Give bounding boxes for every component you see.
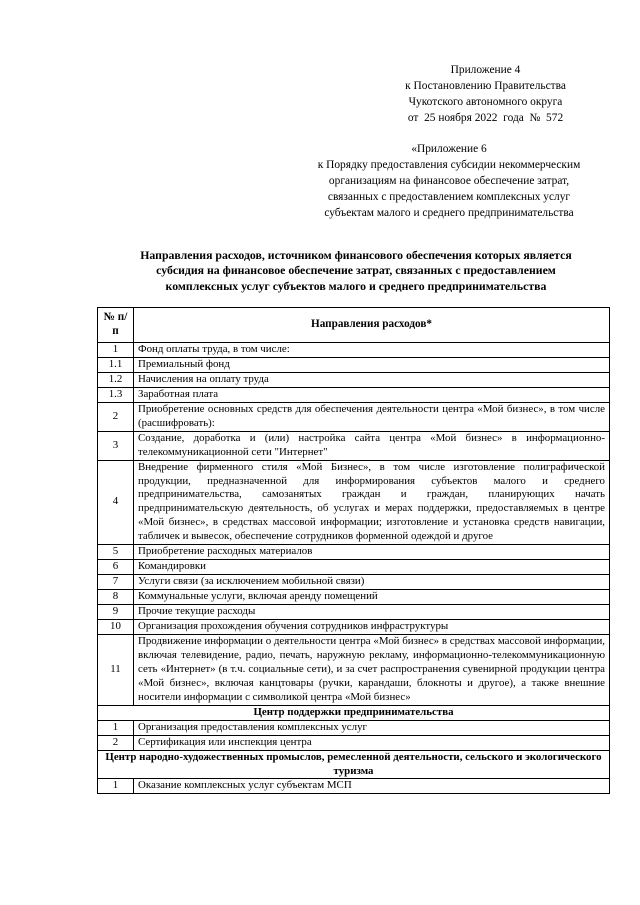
expenses-table	[97, 307, 610, 794]
appendix-line: организациям на финансовое обеспечение затрат,	[328, 175, 570, 187]
row-number: 1	[98, 343, 134, 358]
row-number: 1	[98, 720, 134, 735]
table-row	[98, 635, 610, 706]
row-text: Организация предоставления комплексных услуг	[134, 720, 610, 735]
row-text: Сертификация или инспекция центра	[134, 735, 610, 750]
title-line: Направления расходов, источником финансового обеспечения которых является	[140, 248, 572, 262]
row-number: 2	[98, 735, 134, 750]
table-row	[98, 560, 610, 575]
section-title: Центр народно-художественных промыслов, ремесленной деятельности, сельского и экологического туризма	[98, 750, 610, 779]
row-number: 3	[98, 431, 134, 460]
row-text: Приобретение основных средств для обеспечения деятельности центра «Мой бизнес», в том числе (расшифровать):	[134, 403, 610, 432]
table-row	[98, 343, 610, 358]
appendix-line: связанных с предоставлением комплексных услуг	[327, 191, 571, 203]
row-text: Создание, доработка и (или) настройка сайта центра «Мой бизнес» в информационно-телекоммуникационной сети "Интернет"	[134, 431, 610, 460]
row-text: Коммунальные услуги, включая аренду помещений	[134, 590, 610, 605]
row-number: 2	[98, 403, 134, 432]
table-row	[98, 545, 610, 560]
row-number: 10	[98, 620, 134, 635]
row-number: 1.3	[98, 388, 134, 403]
row-text: Заработная плата	[134, 388, 610, 403]
row-number: 9	[98, 605, 134, 620]
table-row	[98, 460, 610, 544]
table-row	[98, 575, 610, 590]
row-number: 11	[98, 635, 134, 706]
table-row	[98, 403, 610, 432]
table-row	[98, 373, 610, 388]
appendix-line: к Постановлению Правительства	[405, 80, 566, 92]
row-number: 5	[98, 545, 134, 560]
section-row	[98, 750, 610, 779]
table-row	[98, 605, 610, 620]
row-number: 1.1	[98, 358, 134, 373]
appendix-6-block	[290, 141, 608, 221]
appendix-4-block	[378, 62, 593, 126]
title-line: субсидия на финансовое обеспечение затрат, связанных с предоставлением	[156, 263, 556, 278]
table-row	[98, 779, 610, 794]
row-text: Продвижение информации о деятельности центра «Мой бизнес» в средствах массовой информации, включая телевидение, радио, печать, наружную рекламу, информационно-телекоммуникационную сеть «Интернет» (в т.ч. социальные сети), и за счет распространения сувенирной продукции центра «Мой бизнес», включая канцтовары (ручки, карандаши, блокноты и другое), а также внешние носители информации с символикой центра «Мой бизнес»	[134, 635, 610, 706]
section-title: Центр поддержки предпринимательства	[98, 705, 610, 720]
header-number: № п/п	[98, 308, 134, 343]
appendix-line: к Порядку предоставления субсидии некоммерческим	[317, 159, 581, 171]
table-row	[98, 735, 610, 750]
row-text: Оказание комплексных услуг субъектам МСП	[134, 779, 610, 794]
row-number: 1.2	[98, 373, 134, 388]
row-text: Начисления на оплату труда	[134, 373, 610, 388]
section-row	[98, 705, 610, 720]
appendix-line: от 25 ноября 2022 года № 572	[407, 112, 564, 124]
row-text: Услуги связи (за исключением мобильной связи)	[134, 575, 610, 590]
row-text: Фонд оплаты труда, в том числе:	[134, 343, 610, 358]
row-text: Внедрение фирменного стиля «Мой Бизнес», в том числе изготовление полиграфической продукции, предназначенной для информирования субъектов малого и среднего предпринимательства, самозанятых граждан и граждан, планирующих начать предпринимательскую деятельность, об услугах и мерах поддержки, предоставляемых в центре «Мой бизнес», в средствах массовой информации; изготовление и установка средств навигации, табличек и вывесок, обеспечение сотрудников форменной одеждой и другое	[134, 460, 610, 544]
row-number: 6	[98, 560, 134, 575]
appendix-line: «Приложение 6	[411, 143, 487, 155]
table-row	[98, 358, 610, 373]
table-row	[98, 720, 610, 735]
table-header-row	[98, 308, 610, 343]
row-text: Организация прохождения обучения сотрудников инфраструктуры	[134, 620, 610, 635]
appendix-line: субъектам малого и среднего предпринимательства	[324, 207, 574, 219]
title-line: комплексных услуг субъектов малого и среднего предпринимательства	[165, 278, 547, 293]
row-number: 4	[98, 460, 134, 544]
header-direction: Направления расходов*	[134, 308, 610, 343]
table-row	[98, 620, 610, 635]
row-text: Приобретение расходных материалов	[134, 545, 610, 560]
appendix-line: Чукотского автономного округа	[408, 96, 563, 108]
document-title	[96, 248, 616, 294]
table-row	[98, 431, 610, 460]
row-number: 7	[98, 575, 134, 590]
table-row	[98, 590, 610, 605]
row-number: 8	[98, 590, 134, 605]
row-text: Прочие текущие расходы	[134, 605, 610, 620]
row-number: 1	[98, 779, 134, 794]
appendix-line: Приложение 4	[450, 64, 521, 76]
row-text: Премиальный фонд	[134, 358, 610, 373]
row-text: Командировки	[134, 560, 610, 575]
table-row	[98, 388, 610, 403]
